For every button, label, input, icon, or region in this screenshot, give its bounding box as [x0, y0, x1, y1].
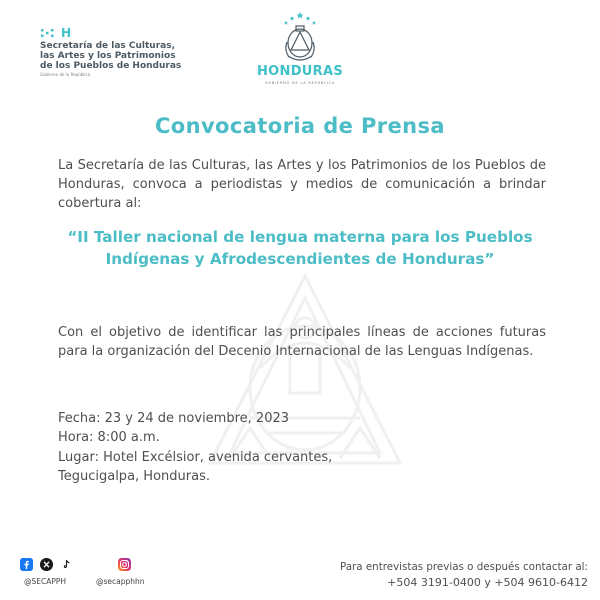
social-handle-instagram[interactable]: @secapphhn	[96, 577, 145, 586]
event-time: Hora: 8:00 a.m.	[58, 430, 160, 446]
gobierno-subtitle: GOBIERNO DE LA REPÚBLICA	[264, 81, 336, 85]
secretaria-logo	[40, 27, 240, 75]
event-date: Fecha: 23 y 24 de noviembre, 2023	[58, 411, 290, 426]
contact-label: Para entrevistas previas o después contactar al:	[339, 561, 588, 573]
secretaria-name-line-1: Secretaría de las Culturas,	[40, 41, 175, 51]
event-place-line-2: Tegucigalpa, Honduras.	[58, 468, 210, 484]
secretaria-name-line-2: las Artes y los Patrimonios	[40, 51, 176, 61]
secretaria-name-line-3: de los Pueblos de Honduras	[40, 61, 182, 71]
event-place-line-1: Lugar: Hotel Excélsior, avenida cervantes,	[58, 449, 333, 465]
sh-mark	[40, 27, 71, 39]
sh-letter: H	[61, 26, 72, 40]
event-name-line-2: Indígenas y Afrodescendientes de Honduras”	[105, 250, 495, 268]
objective-paragraph: Con el objetivo de identificar las principales líneas de acciones futuras para la organización del Decenio Internacional de las Lenguas Indígenas.	[58, 325, 546, 359]
event-name	[12, 226, 588, 270]
honduras-wordmark: HONDURAS	[257, 64, 343, 79]
page-title: Convocatoria de Prensa	[154, 114, 446, 138]
honduras-government-logo	[250, 12, 350, 92]
event-name-line-1: “II Taller nacional de lengua materna para los Pueblos	[67, 228, 533, 246]
contact-phones: +504 3191-0400 y +504 9610-6412	[387, 576, 588, 589]
tiktok-icon[interactable]	[60, 558, 73, 571]
social-media	[18, 558, 158, 588]
dots-mark-icon	[40, 28, 60, 38]
event-details	[58, 409, 498, 486]
intro-paragraph: La Secretaría de las Culturas, las Artes y los Patrimonios de los Pueblos de Honduras, convoca a periodistas y medios de comunicación a brindar cobertura al:	[58, 158, 546, 211]
contact-info	[258, 561, 588, 591]
social-handle-main[interactable]: @SECAPPH	[24, 577, 67, 586]
instagram-icon[interactable]	[118, 558, 131, 571]
coat-of-arms-icon	[278, 12, 322, 64]
secretaria-subline: Gobierno de la República	[40, 72, 91, 77]
facebook-icon[interactable]	[20, 558, 33, 571]
x-icon[interactable]	[40, 558, 53, 571]
